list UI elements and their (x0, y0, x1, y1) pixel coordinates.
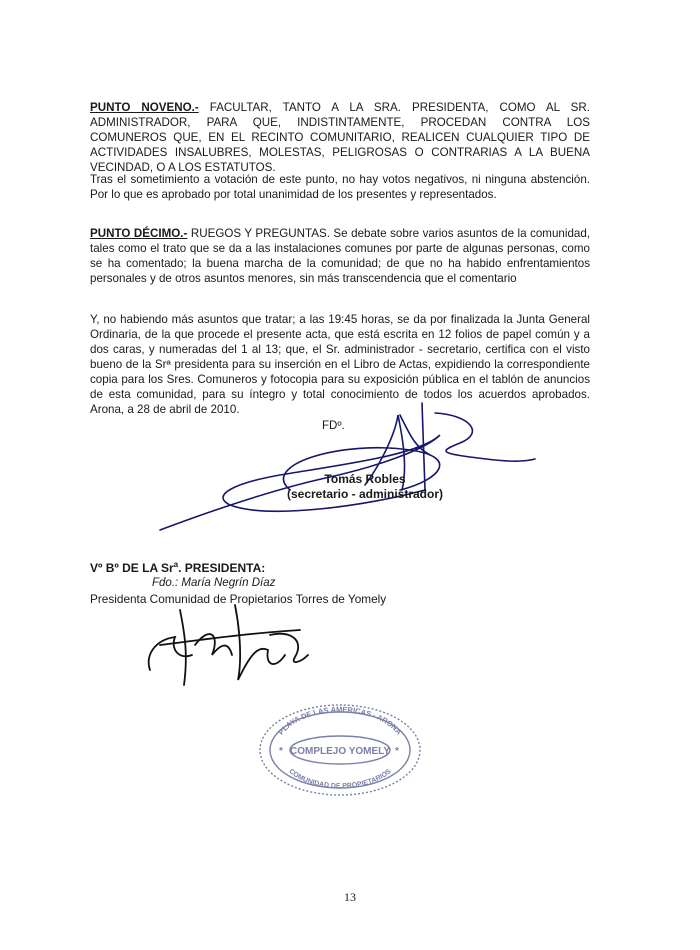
stamp-bottom-text: COMUNIDAD DE PROPIETARIOS (287, 768, 393, 791)
votacion-text: Tras el sometimiento a votación de este punto, no hay votos negativos, ni ninguna abstención. Por lo que es aprobado por total unanimidad de los presentes y representados. (90, 173, 590, 201)
punto-decimo-text: RUEGOS Y PREGUNTAS. Se debate sobre varios asuntos de la comunidad, tales como el trato que se da a las instalaciones comunes por parte de algunas personas, como se ha comentado; la buena marcha de la comunidad; de que no ha habido enfrentamientos personales y de otros asuntos menores, sin más transcendencia que el comentario (90, 227, 591, 285)
visto-bueno-prefix: Vº Bº DE LA Sr (90, 561, 174, 575)
punto-decimo-heading: PUNTO DÉCIMO.- (90, 227, 188, 240)
visto-bueno-heading (90, 560, 265, 575)
stamp-star-left: * (279, 746, 283, 757)
cierre-text: Y, no habiendo más asuntos que tratar; a las 19:45 horas, se da por finalizada la Junta General Ordinaria, de la que procede el presente acta, que está escrita en 12 folios de papel común y a dos caras, y numeradas del 1 al 13; que, el Sr. administrador - secretario, certifica con el visto bueno de la Srª presidenta para su inserción en el Libro de Actas, expidiendo la correspondiente copia para los Sres. Comuneros y fotocopia para su exposición pública en el tablón de anuncios de esta comunidad, para su íntegro y total conocimiento de todos los acuerdos aprobados. Arona, a 28 de abril de 2010. (90, 313, 590, 416)
stamp-star-right: * (395, 746, 399, 757)
stamp-top-text: PLAYA DE LAS AMERICAS · ARONA (276, 704, 404, 737)
presidenta-signature (140, 585, 340, 695)
presidenta-fdo: Fdo.: María Negrín Díaz (152, 577, 276, 589)
fdo-label: FDº. (322, 420, 345, 432)
punto-decimo (90, 226, 590, 286)
secretary-name: Tomás Robles (324, 472, 406, 486)
community-stamp (255, 700, 425, 800)
stamp-center-text: COMPLEJO YOMELY (289, 746, 391, 757)
visto-bueno-sup: a (173, 560, 179, 569)
punto-noveno (90, 100, 590, 175)
secretary-role: (secretario - administrador) (286, 487, 444, 501)
secretary-signature (140, 395, 560, 535)
page-number: 13 (344, 890, 356, 904)
visto-bueno-suffix: . PRESIDENTA: (178, 561, 266, 575)
secretary-name-block (250, 472, 480, 502)
punto-noveno-text: FACULTAR, TANTO A LA SRA. PRESIDENTA, COMO AL SR. ADMINISTRADOR, PARA QUE, INDISTINTAMENTE, PROCEDAN CONTRA LOS COMUNEROS QUE, EN EL RECINTO COMUNITARIO, REALICEN CUALQUIER TIPO DE ACTIVIDADES INSALUBRES, MOLESTAS, PELIGROSAS O CONTRARIAS A LA BUENA VECINDAD, O A LOS ESTATUTOS. (90, 101, 591, 174)
presidenta-org: Presidenta Comunidad de Propietarios Torres de Yomely (90, 592, 387, 606)
punto-noveno-heading: PUNTO NOVENO.- (90, 101, 199, 114)
